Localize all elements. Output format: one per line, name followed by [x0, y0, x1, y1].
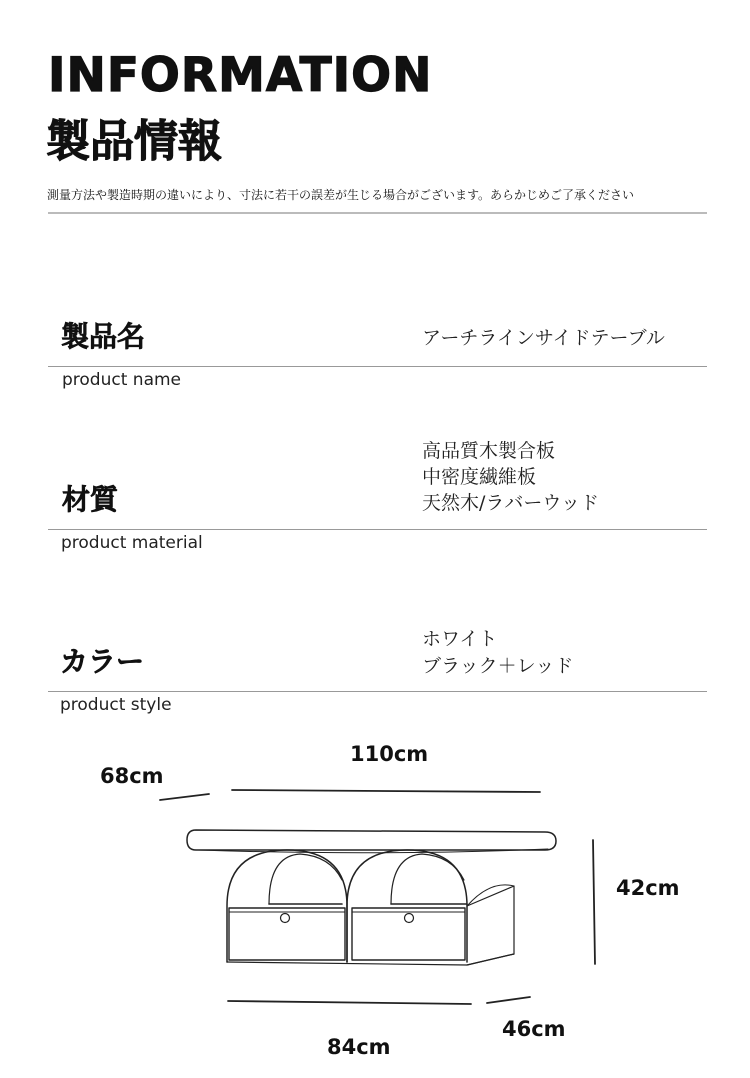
dimension-width-top: 110cm — [350, 742, 429, 766]
dimension-depth-top: 68cm — [100, 764, 164, 788]
measurement-notice: 測量方法や製造時期の違いにより、寸法に若干の誤差が生じる場合がございます。あらかじめご了承ください — [47, 188, 635, 202]
header-divider — [48, 212, 707, 214]
spec-value-material-1: 高品質木製合板 — [422, 440, 556, 462]
tabletop — [187, 830, 556, 850]
spec-value-material-3: 天然木/ラバーウッド — [422, 492, 600, 514]
spec-divider — [48, 529, 707, 530]
left-arch — [227, 850, 347, 962]
dimension-depth-bottom: 46cm — [502, 1017, 566, 1041]
spec-label-color-jp: カラー — [60, 645, 145, 678]
dimension-height: 42cm — [616, 876, 680, 900]
dimension-line-depth-bottom — [487, 997, 530, 1003]
dimension-line-height — [593, 840, 595, 964]
spec-label-color-en: product style — [60, 695, 172, 715]
side-table-drawing — [0, 730, 750, 1030]
spec-divider — [48, 366, 707, 367]
spec-value-product-name: アーチラインサイドテーブル — [422, 327, 665, 349]
page-title-en: INFORMATION — [48, 48, 433, 103]
spec-label-product-name-jp: 製品名 — [61, 320, 146, 353]
right-arch — [347, 850, 467, 962]
left-drawer-knob — [281, 914, 290, 923]
dimension-line-depth-top — [160, 794, 209, 800]
spec-label-product-name-en: product name — [62, 370, 181, 390]
right-drawer — [352, 908, 465, 960]
spec-label-material-jp: 材質 — [62, 483, 119, 516]
right-drawer-knob — [405, 914, 414, 923]
dimension-width-bottom: 84cm — [327, 1035, 391, 1059]
spec-value-color-2: ブラック＋レッド — [422, 655, 574, 677]
spec-label-material-en: product material — [61, 533, 203, 553]
spec-value-material-2: 中密度繊維板 — [422, 466, 537, 488]
spec-divider — [48, 691, 707, 692]
dimension-line-width-top — [232, 790, 540, 792]
page-title-jp: 製品情報 — [46, 116, 222, 167]
dimension-line-width-bottom — [228, 1001, 471, 1004]
spec-value-color-1: ホワイト — [422, 628, 498, 650]
left-drawer — [229, 908, 345, 960]
